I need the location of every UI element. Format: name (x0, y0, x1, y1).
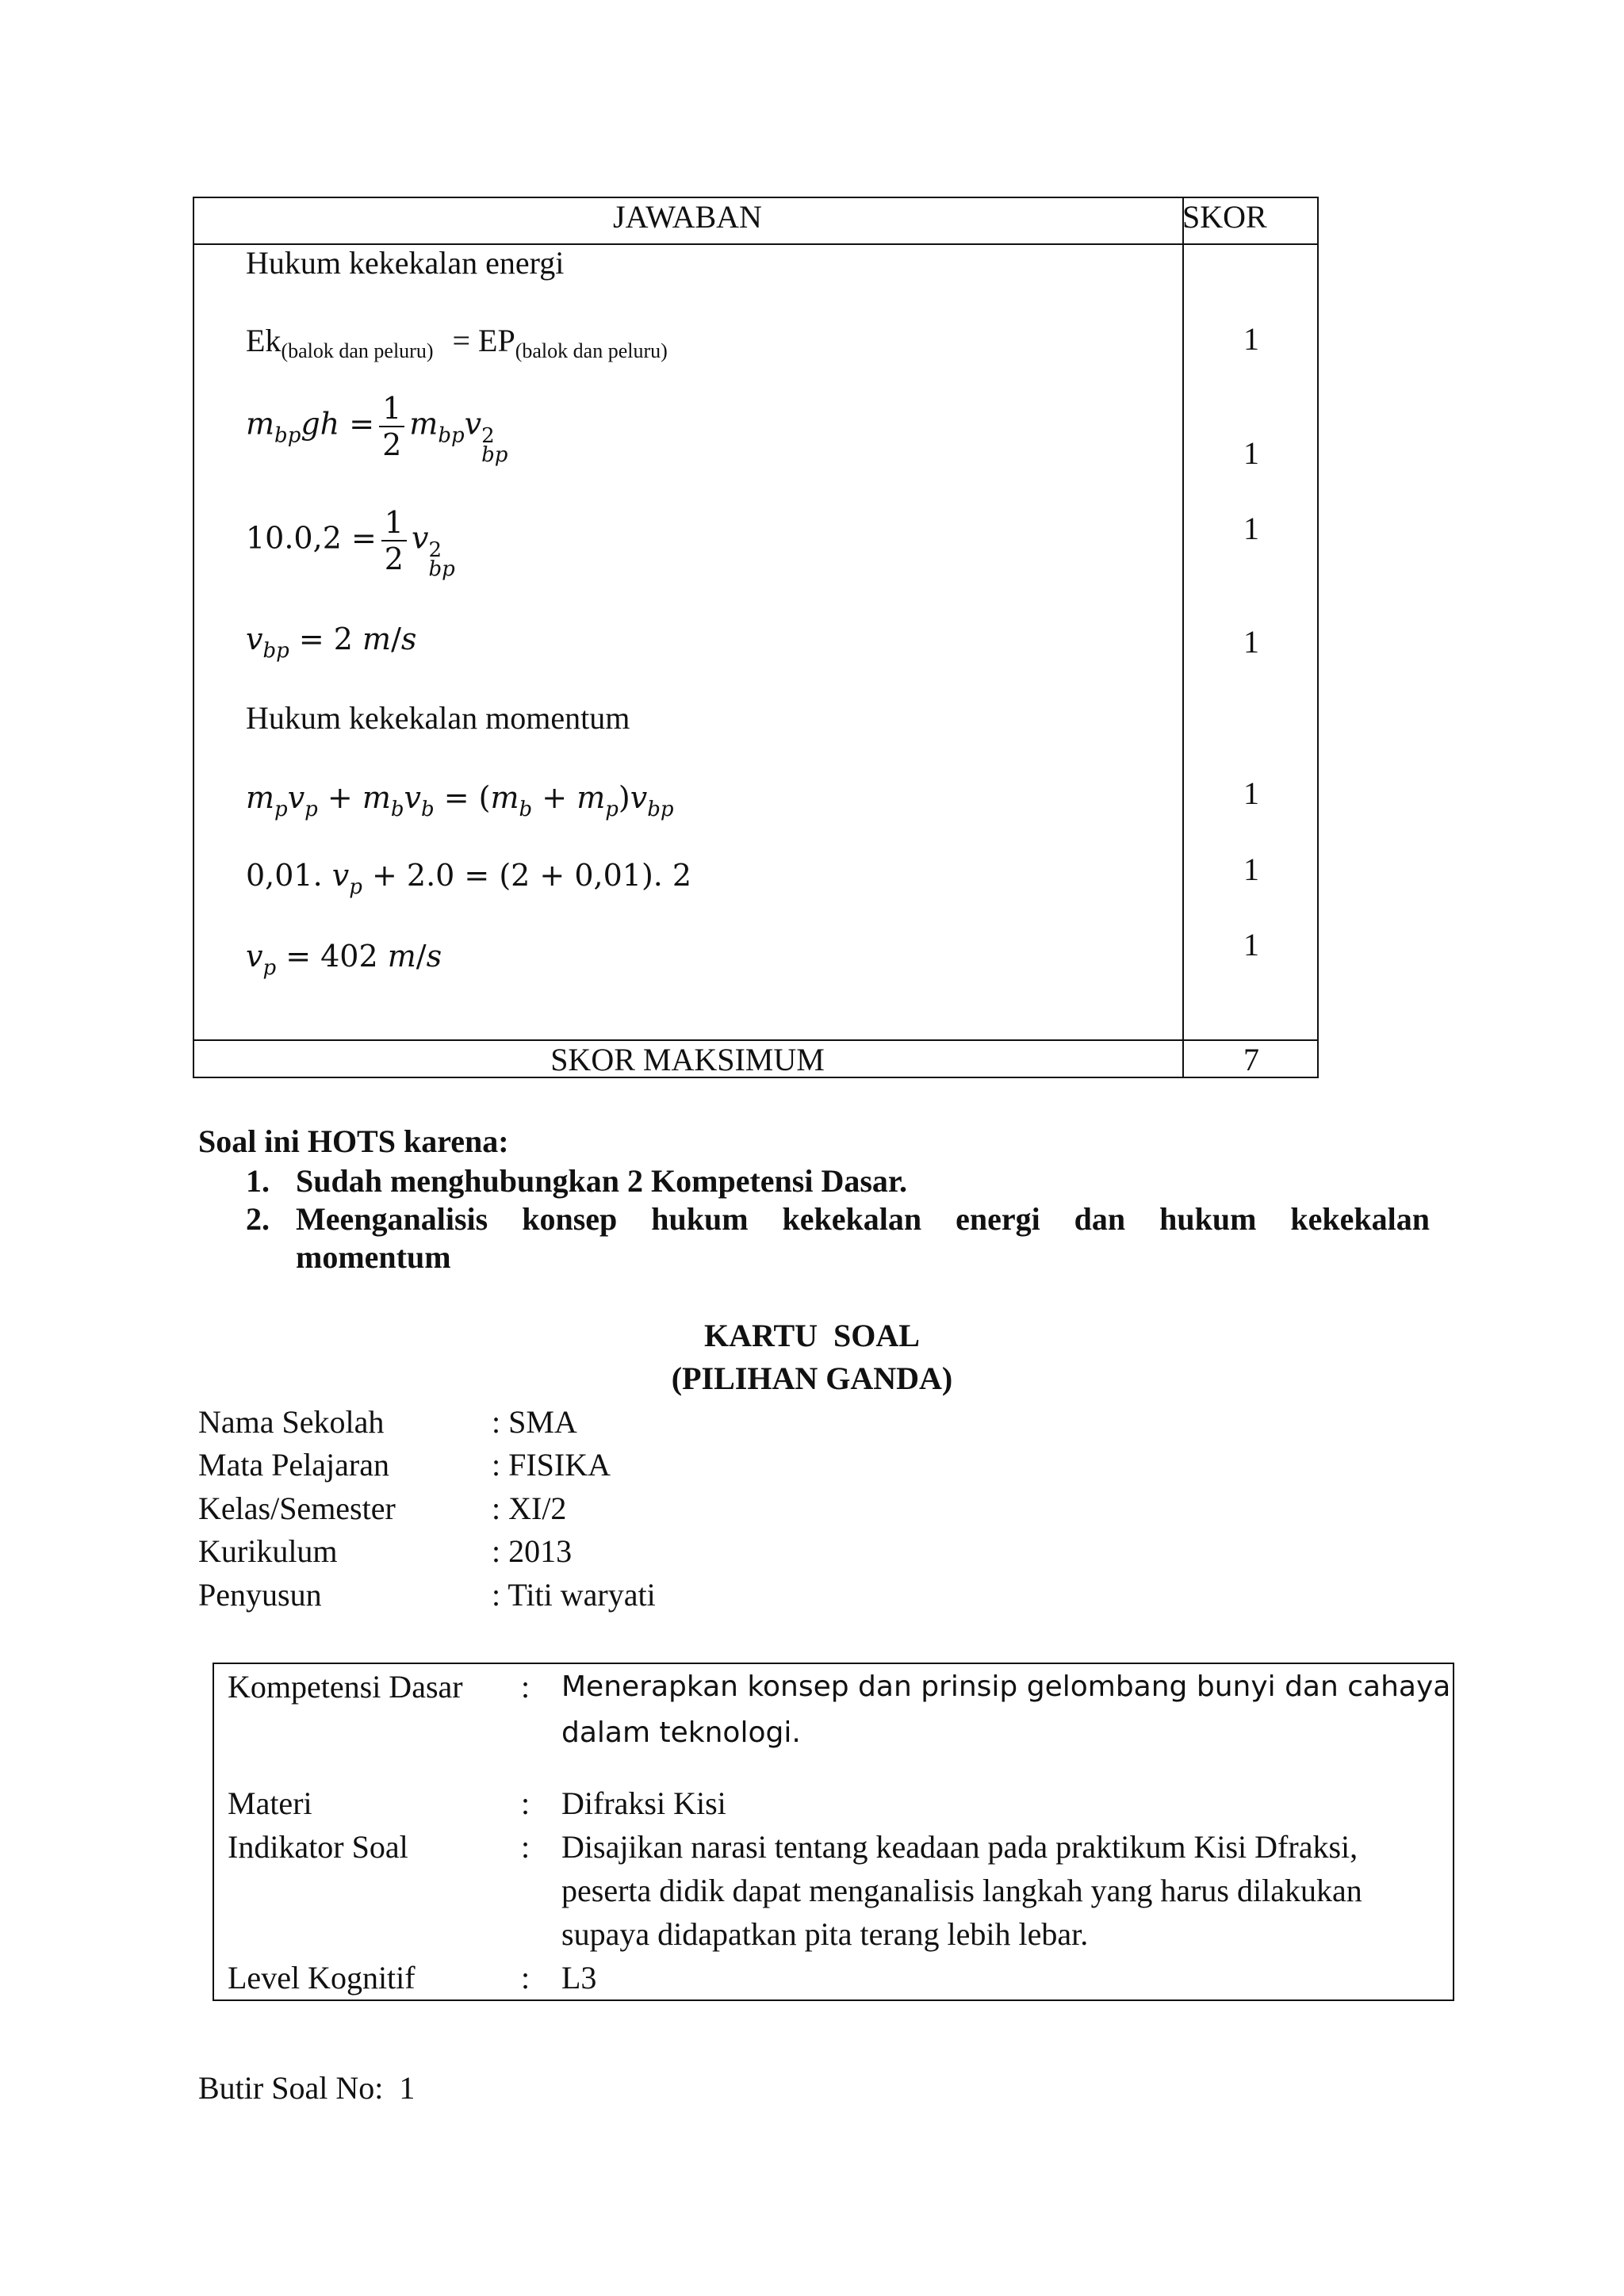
hots-item-1-text: Sudah menghubungkan 2 Kompetensi Dasar. (296, 1163, 907, 1199)
score-3: 1 (1243, 511, 1259, 546)
field-label-subject: Mata Pelajaran (198, 1447, 389, 1483)
eq1-ek-sub: (balok dan peluru) (281, 339, 434, 362)
equation-momentum: $m_pv_p + m_bv_b = (m_b + m_p)v_{bp}$ (246, 780, 674, 821)
hots-item-1-number: 1. (246, 1163, 270, 1199)
score-5: 1 (1243, 775, 1259, 811)
equation-substitution: 10.0,2 = $\frac{1}{2}$ v 2 bp (246, 505, 455, 581)
hots-item-2-number: 2. (246, 1201, 270, 1237)
field-value-school: : SMA (492, 1404, 577, 1440)
equation-ek-ep (246, 322, 668, 370)
hots-item-2-text-line1: Meenganalisis konsep hukum kekekalan energi dan hukum kekekalan (296, 1201, 1430, 1237)
equation-velocity-bp: $v_{bp} = 2$ m/s (246, 622, 417, 663)
hots-item-2-text-line2: momentum (296, 1239, 451, 1275)
equation-potential-kinetic: $m_{bp}gh$ = $\frac{1}{2}$ $m_{bp}v$ 2 bp (246, 391, 508, 467)
field-value-author: : Titi waryati (492, 1577, 656, 1613)
field-value-curriculum: : 2013 (492, 1533, 573, 1569)
materi-label: Materi (228, 1785, 312, 1821)
field-label-class: Kelas/Semester (198, 1490, 396, 1526)
materi-value: Difraksi Kisi (561, 1785, 726, 1821)
kd-colon: : (521, 1669, 530, 1705)
indikator-value-line3: supaya didapatkan pita terang lebih lebar. (561, 1916, 1089, 1952)
score-1: 1 (1243, 321, 1259, 357)
header-answer: JAWABAN (613, 199, 762, 235)
kd-value-line1: Menerapkan konsep dan prinsip gelombang bunyi dan cahaya (561, 1670, 1451, 1703)
score-2: 1 (1243, 435, 1259, 471)
level-label: Level Kognitif (228, 1960, 416, 1996)
indikator-colon: : (521, 1829, 530, 1865)
score-6: 1 (1243, 851, 1259, 887)
score-7: 1 (1243, 927, 1259, 962)
eq1-ep-sub: (balok dan peluru) (515, 339, 668, 362)
field-label-author: Penyusun (198, 1577, 322, 1613)
kd-value-line2: dalam teknologi. (561, 1716, 801, 1749)
materi-colon: : (521, 1785, 530, 1821)
field-value-subject: : FISIKA (492, 1447, 611, 1483)
field-label-school: Nama Sekolah (198, 1404, 385, 1440)
kd-label: Kompetensi Dasar (228, 1669, 463, 1705)
level-colon: : (521, 1960, 530, 1996)
equation-momentum-substitution: 0,01. $v_p + 2.0 = (2 + 0,01)$. 2 (246, 858, 692, 899)
eq1-equals-ep: = EP (452, 323, 515, 358)
energy-law-heading: Hukum kekekalan energi (246, 245, 565, 281)
indikator-label: Indikator Soal (228, 1829, 408, 1865)
indikator-value-line1: Disajikan narasi tentang keadaan pada praktikum Kisi Dfraksi, (561, 1829, 1358, 1865)
field-value-class: : XI/2 (492, 1490, 567, 1526)
question-number: Butir Soal No: 1 (198, 2070, 416, 2106)
momentum-law-heading: Hukum kekekalan momentum (246, 700, 630, 736)
field-label-curriculum: Kurikulum (198, 1533, 338, 1569)
footer-max-score-label: SKOR MAKSIMUM (550, 1042, 825, 1077)
equation-velocity-p: $v_p = 402$ m/s (246, 939, 442, 980)
eq1-ek: Ek (246, 323, 282, 358)
card-subtitle: (PILIHAN GANDA) (671, 1360, 953, 1396)
card-title: KARTU SOAL (704, 1318, 920, 1353)
footer-max-score-value: 7 (1243, 1042, 1259, 1077)
indikator-value-line2: peserta didik dapat menganalisis langkah yang harus dilakukan (561, 1873, 1362, 1908)
score-4: 1 (1243, 624, 1259, 660)
hots-heading: Soal ini HOTS karena: (198, 1123, 509, 1159)
header-score: SKOR (1182, 199, 1267, 235)
level-value: L3 (561, 1960, 597, 1996)
